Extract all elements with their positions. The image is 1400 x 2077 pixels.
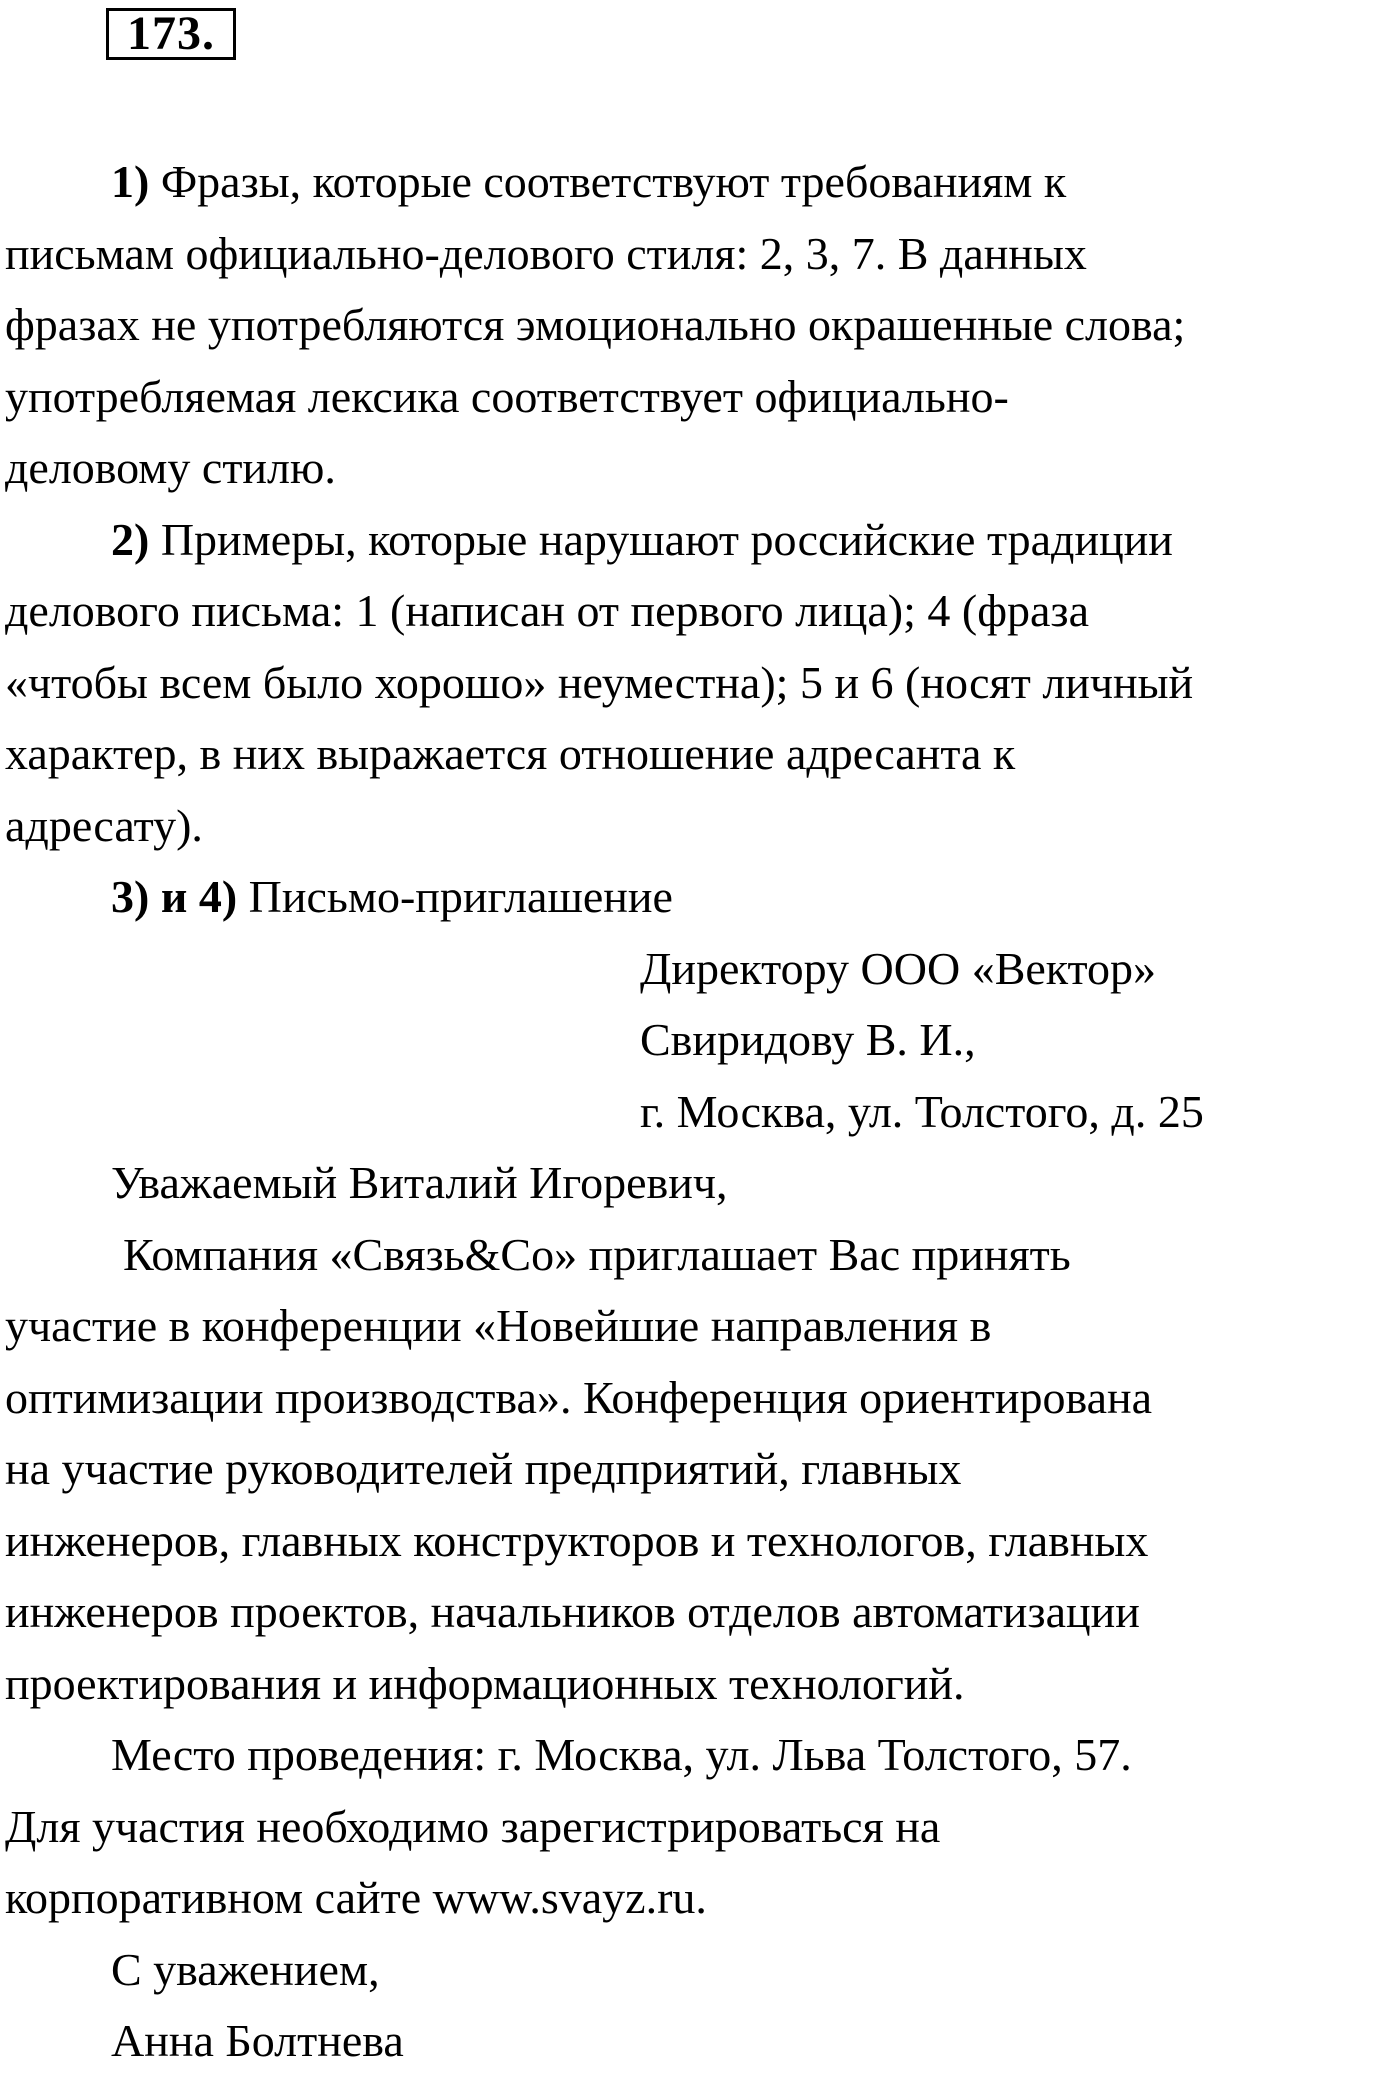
- letter-signature: Анна Болтнева: [111, 2015, 404, 2066]
- letter-closing: С уважением,: [111, 1943, 380, 1995]
- letter-body-line: корпоративном сайте www.svayz.ru.: [5, 1872, 707, 1923]
- document-body: [5, 146, 1395, 2077]
- letter-body-line: на участие руководителей предприятий, главных: [5, 1443, 962, 1494]
- part1-line: деловому стилю.: [5, 442, 336, 493]
- part1-label: 1): [111, 156, 150, 207]
- part1-line: фразах не употребляются эмоционально окрашенные слова;: [5, 299, 1186, 350]
- letter-body-line: Для участия необходимо зарегистрироваться на: [5, 1800, 941, 1852]
- part2-line: характер, в них выражается отношение адресанта к: [5, 728, 1016, 779]
- part1-line: употребляемая лексика соответствует официально-: [5, 370, 1009, 422]
- part34-label: 3) и 4): [111, 871, 238, 922]
- part2-line: делового письма: 1 (написан от первого лица); 4 (фраза: [5, 585, 1090, 636]
- letter-body-line: Место проведения: г. Москва, ул. Льва Толстого, 57.: [111, 1729, 1132, 1780]
- part1-line: 1) Фразы, которые соответствуют требованиям к: [111, 156, 1067, 207]
- part2-line: адресату).: [5, 799, 203, 851]
- part1-line: письмам официально-делового стиля: 2, 3, 7. В данных: [5, 227, 1087, 279]
- letter-body-line: Компания «Связь&Со» приглашает Вас принять: [123, 1228, 1071, 1280]
- exercise-number: 173.: [106, 8, 236, 60]
- letter-body-line: инженеров проектов, начальников отделов автоматизации: [5, 1586, 1140, 1637]
- part2-line: 2) Примеры, которые нарушают российские традиции: [111, 513, 1173, 565]
- addressee-line: г. Москва, ул. Толстого, д. 25: [640, 1085, 1204, 1137]
- addressee-line: Директору ООО «Вектор»: [640, 942, 1157, 994]
- part34-heading: [5, 861, 1395, 933]
- letter-body-line: инженеров, главных конструкторов и технологов, главных: [5, 1514, 1149, 1566]
- letter-body-line: проектирования и информационных технологий.: [5, 1657, 965, 1709]
- letter-body-line: участие в конференции «Новейшие направления в: [5, 1300, 992, 1351]
- letter-body-line: оптимизации производства». Конференция ориентирована: [5, 1371, 1153, 1423]
- part34-title: Письмо-приглашение: [248, 871, 673, 922]
- letter-greeting: Уважаемый Виталий Игоревич,: [111, 1157, 728, 1208]
- part2-line: «чтобы всем было хорошо» неуместна); 5 и 6 (носят личный: [5, 656, 1194, 708]
- part2-label: 2): [111, 513, 150, 565]
- addressee-line: Свиридову В. И.,: [640, 1014, 976, 1065]
